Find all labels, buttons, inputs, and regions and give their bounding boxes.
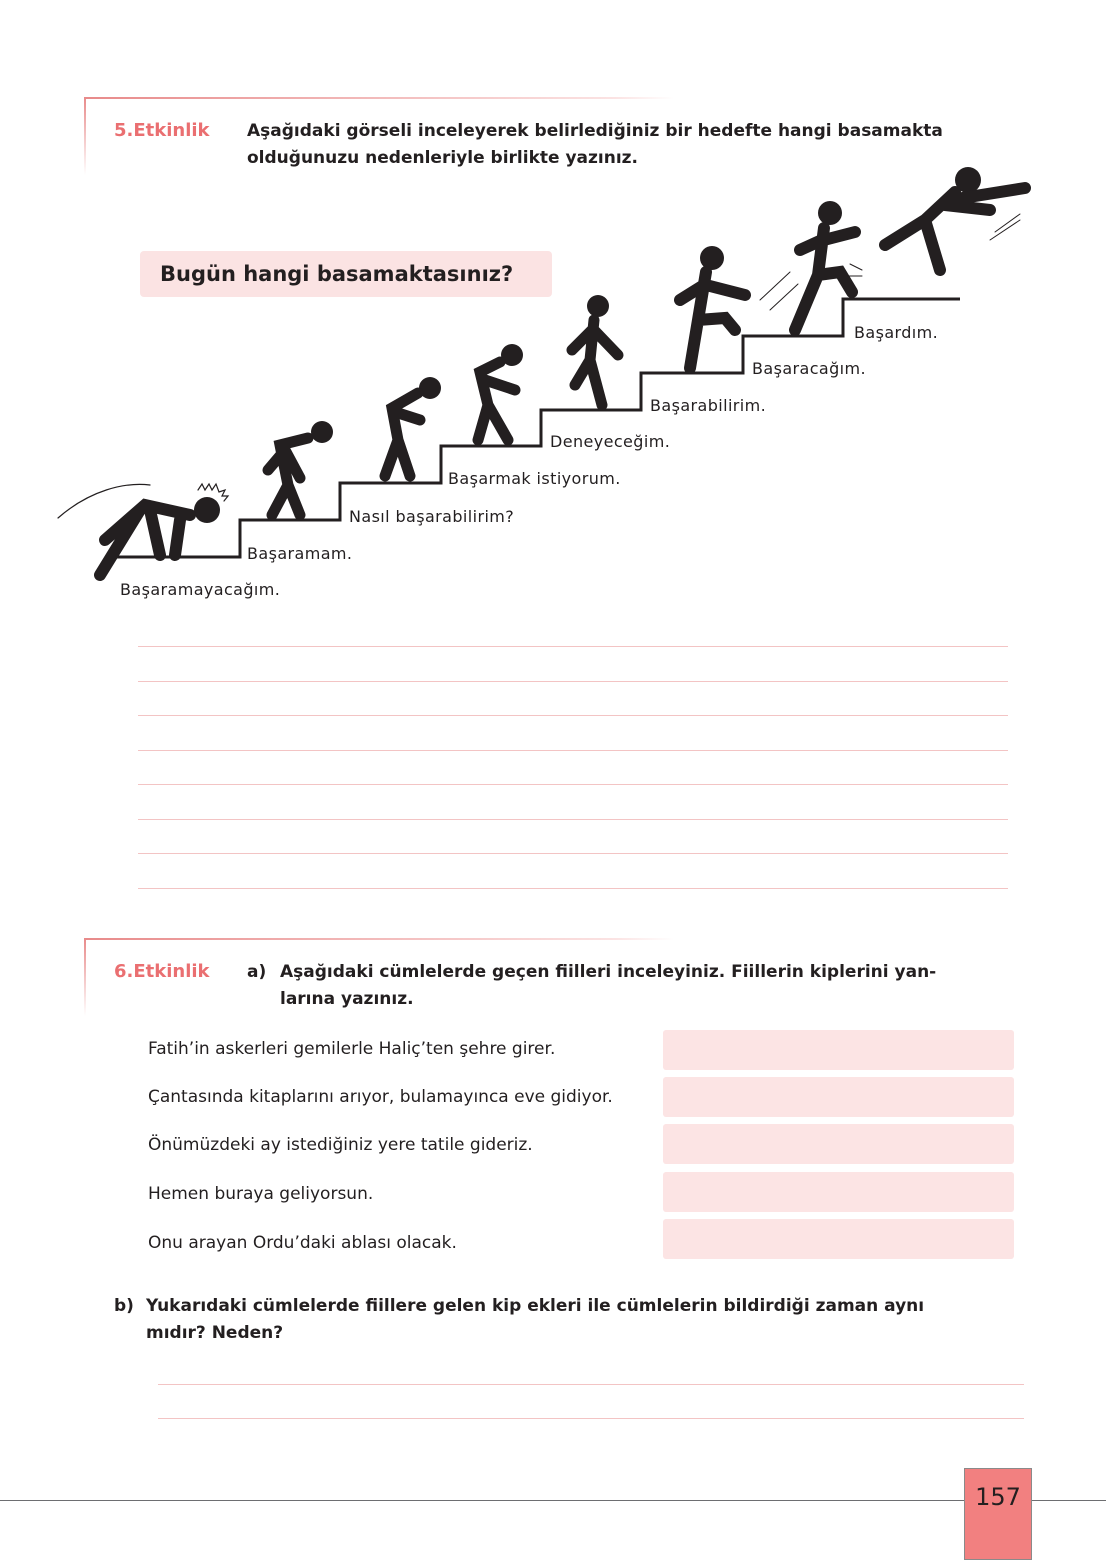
- writing-line[interactable]: [138, 853, 1008, 854]
- part-b-marker: b): [114, 1296, 134, 1316]
- question-box: Bugün hangi basamaktasınız?: [140, 251, 552, 297]
- figure5-head: [587, 295, 609, 317]
- answer-box-2[interactable]: [663, 1077, 1014, 1117]
- sentence-5: Onu arayan Ordu’daki ablası olacak.: [148, 1233, 457, 1253]
- step-label-7: Başaracağım.: [752, 359, 866, 378]
- sentence-4: Hemen buraya geliyorsun.: [148, 1184, 374, 1204]
- activity5-instruction-line2: olduğunuzu nedenleriyle birlikte yazınız.: [247, 148, 638, 168]
- figure2-body: [268, 438, 308, 515]
- writing-line[interactable]: [138, 681, 1008, 682]
- figure8-body: [885, 188, 1025, 270]
- writing-line[interactable]: [138, 819, 1008, 820]
- figure5-body: [572, 320, 618, 405]
- writing-line[interactable]: [138, 646, 1008, 647]
- figure3-body: [385, 393, 420, 476]
- figure2-head: [311, 421, 333, 443]
- activity5-label: 5.Etkinlik: [114, 120, 210, 141]
- figure6-head: [700, 246, 724, 270]
- writing-line[interactable]: [138, 784, 1008, 785]
- answer-box-4[interactable]: [663, 1172, 1014, 1212]
- part-a-marker: a): [247, 962, 267, 982]
- writing-line[interactable]: [158, 1384, 1024, 1385]
- figure7-body: [795, 228, 855, 330]
- step-label-4: Başarmak istiyorum.: [448, 469, 621, 488]
- page-number: 157: [964, 1468, 1032, 1560]
- part-a-line1: Aşağıdaki cümlelerde geçen fiilleri inceleyiniz. Fiillerin kiplerini yan-: [280, 962, 937, 982]
- stick-figures: [58, 167, 1025, 575]
- sentence-1: Fatih’in askerleri gemilerle Haliç’ten şehre girer.: [148, 1039, 556, 1059]
- activity6-header-rule: [84, 938, 674, 940]
- activity6-label: 6.Etkinlik: [114, 961, 210, 982]
- answer-box-1[interactable]: [663, 1030, 1014, 1070]
- step-label-5: Deneyeceğim.: [550, 432, 671, 451]
- figure6-body: [680, 272, 745, 368]
- step-label-2: Başaramam.: [247, 544, 353, 563]
- staircase-illustration: [0, 0, 1106, 620]
- part-b-line1: Yukarıdaki cümlelerde fiillere gelen kip ekleri ile cümlelerin bildirdiği zaman aynı: [146, 1296, 925, 1316]
- part-b-line2: mıdır? Neden?: [146, 1323, 284, 1343]
- sentence-2: Çantasında kitaplarını arıyor, bulamayınca eve gidiyor.: [148, 1087, 613, 1107]
- activity5-instruction-line1: Aşağıdaki görseli inceleyerek belirlediğiniz bir hedefte hangi basamakta: [247, 121, 943, 141]
- footer-rule: [0, 1500, 1106, 1501]
- part-a-line2: larına yazınız.: [280, 989, 414, 1009]
- writing-line[interactable]: [138, 750, 1008, 751]
- writing-line[interactable]: [138, 715, 1008, 716]
- step-label-3: Nasıl başarabilirim?: [349, 507, 515, 526]
- staircase-line: [110, 299, 960, 557]
- writing-line[interactable]: [138, 888, 1008, 889]
- step-label-1: Başaramayacağım.: [120, 580, 281, 599]
- figure1-body: [100, 505, 190, 575]
- step-label-6: Başarabilirim.: [650, 396, 767, 415]
- figure1-head: [194, 497, 220, 523]
- sentence-3: Önümüzdeki ay istediğiniz yere tatile gideriz.: [148, 1135, 533, 1155]
- figure4-body: [478, 362, 515, 440]
- figure7-head: [818, 201, 842, 225]
- motion-lines: [760, 214, 1020, 310]
- answer-box-5[interactable]: [663, 1219, 1014, 1259]
- step-label-8: Başardım.: [854, 323, 939, 342]
- answer-box-3[interactable]: [663, 1124, 1014, 1164]
- writing-line[interactable]: [158, 1418, 1024, 1419]
- activity6-header-bar: [84, 938, 86, 1016]
